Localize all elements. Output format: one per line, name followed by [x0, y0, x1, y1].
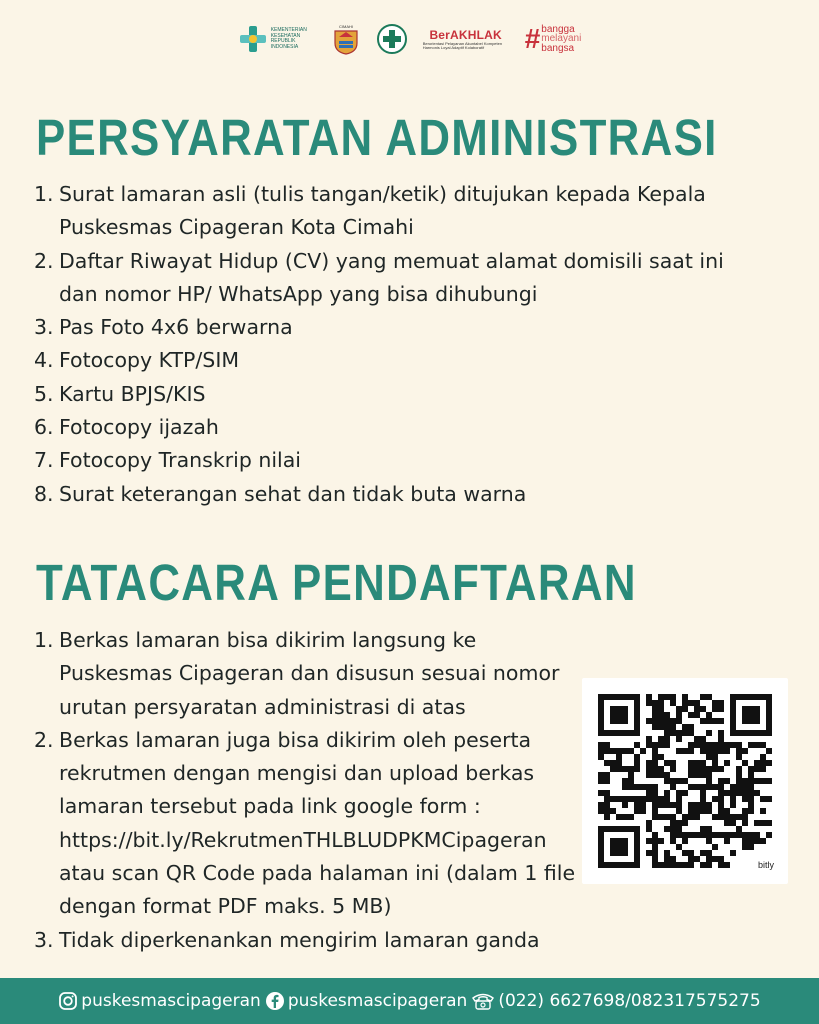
list-item: [34, 478, 754, 511]
list-item-text: Kartu BPJS/KIS: [59, 381, 206, 406]
list-item-number: 2.: [34, 248, 54, 273]
qr-code[interactable]: [582, 678, 788, 884]
footer-phone[interactable]: [471, 991, 760, 1011]
berakhlak-subtitle: Berorientasi Pelayanan Akuntabel Kompeten Harmonis Loyal Adaptif Kolaboratif: [422, 40, 503, 50]
facebook-icon: [265, 991, 285, 1011]
list-item: [34, 245, 754, 312]
footer-facebook[interactable]: [265, 991, 468, 1011]
list-item: [34, 924, 579, 957]
footer-bar: [0, 978, 819, 1024]
list-item-text: Surat keterangan sehat dan tidak buta warna: [59, 481, 527, 506]
health-cross-logo: [377, 24, 407, 54]
kemenkes-text: KEMENTERIAN KESEHATAN REPUBLIK INDONESIA: [270, 27, 307, 50]
list-item-number: 6.: [34, 415, 54, 440]
list-item: [34, 178, 754, 245]
header-logos: [0, 18, 819, 60]
list-item: [34, 344, 754, 377]
list-item: [34, 411, 754, 444]
list-item-number: 5.: [34, 381, 54, 406]
qr-code-icon: [582, 678, 788, 884]
melayani-word: melayani: [541, 33, 582, 45]
berakhlak-logo: [423, 28, 509, 51]
list-item-number: 1.: [34, 182, 54, 206]
persyaratan-list: [34, 178, 754, 511]
cimahi-crest-icon: [331, 23, 361, 55]
cimahi-text: CIMAHI: [338, 24, 353, 29]
list-item-number: 1.: [34, 628, 54, 652]
phone-number: (022) 6627698/082317575275: [498, 991, 761, 1011]
list-item: [34, 444, 754, 477]
section-title-tatacara: TATACARA PENDAFTARAN: [36, 554, 637, 611]
list-item: [34, 624, 579, 724]
bangsa-word: bangsa: [541, 42, 575, 54]
list-item-number: 7.: [34, 448, 54, 473]
list-item-text: Berkas lamaran bisa dikirim langsung ke Puskesmas Cipageran dan disusun sesuai nomor urutan persyaratan administrasi di atas: [59, 628, 560, 719]
tatacara-list: [34, 624, 579, 957]
list-item-number: 8.: [34, 481, 54, 506]
list-item-text: Pas Foto 4x6 berwarna: [59, 315, 293, 340]
list-item-text: Fotocopy KTP/SIM: [59, 348, 240, 373]
instagram-handle: puskesmascipageran: [81, 991, 261, 1011]
list-item-text: Berkas lamaran juga bisa dikirim oleh peserta rekrutmen dengan mengisi dan upload berkas lamaran tersebut pada link google form : https://bit.ly/RekrutmenTHLBLUDPKMCipageran atau scan QR Code pada halaman ini (dalam 1 file dengan format PDF maks. 5 MB): [59, 727, 576, 919]
list-item-number: 2.: [34, 727, 54, 752]
bangga-word: bangga: [541, 23, 575, 35]
phone-icon: [471, 991, 495, 1011]
bangga-melayani-logo: [525, 25, 582, 54]
list-item: [34, 724, 579, 924]
bitly-label: bitly: [757, 860, 774, 870]
instagram-icon: [58, 991, 78, 1011]
list-item-text: Tidak diperkenankan mengirim lamaran ganda: [59, 927, 540, 952]
facebook-handle: puskesmascipageran: [287, 991, 468, 1011]
section-title-persyaratan: PERSYARATAN ADMINISTRASI: [36, 109, 718, 166]
list-item-text: Daftar Riwayat Hidup (CV) yang memuat alamat domisili saat ini dan nomor HP/ WhatsApp yang bisa dihubungi: [59, 248, 724, 306]
list-item-number: 3.: [34, 927, 54, 952]
kemenkes-icon: [238, 24, 268, 54]
bangga-text: [541, 25, 581, 54]
list-item-text: Fotocopy ijazah: [59, 415, 219, 440]
hashtag-icon: #: [524, 23, 541, 54]
berakhlak-title: BerAKHLAK: [429, 27, 502, 42]
list-item-text: Fotocopy Transkrip nilai: [59, 448, 301, 473]
cimahi-logo: [331, 23, 361, 55]
medical-cross-icon: [377, 24, 407, 54]
kemenkes-logo: [238, 24, 315, 54]
list-item: [34, 311, 754, 344]
footer-instagram[interactable]: [58, 991, 261, 1011]
list-item-number: 4.: [34, 348, 54, 373]
list-item-text: Surat lamaran asli (tulis tangan/ketik) ditujukan kepada Kepala Puskesmas Cipageran Kota Cimahi: [59, 182, 706, 240]
list-item-number: 3.: [34, 315, 54, 340]
list-item: [34, 378, 754, 411]
